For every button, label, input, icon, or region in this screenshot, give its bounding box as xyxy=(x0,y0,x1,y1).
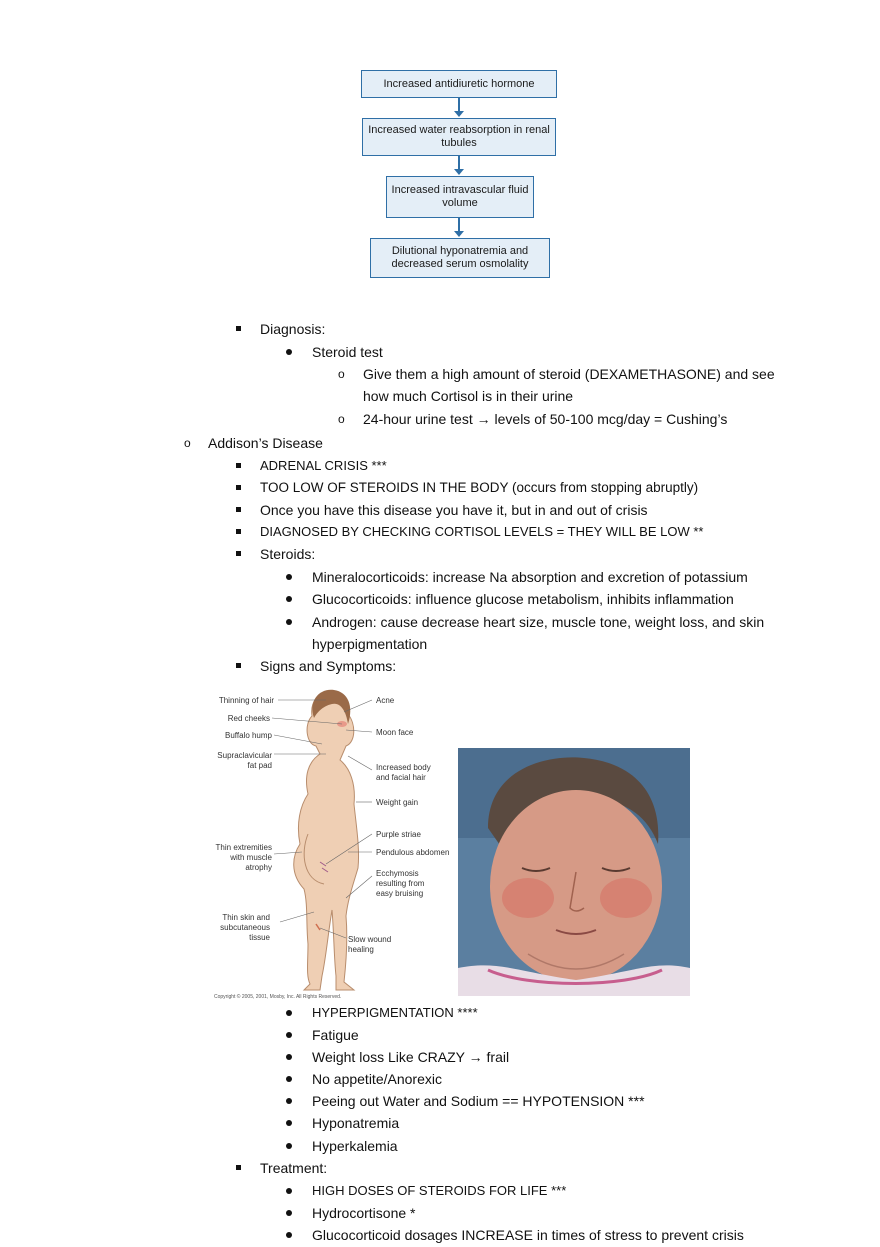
diagnosis-sub-item-1 xyxy=(0,365,880,385)
square-bullet-icon xyxy=(236,485,241,490)
label-red-cheeks: Red cheeks xyxy=(227,714,270,723)
addison-item xyxy=(0,523,880,543)
label-tissue: tissue xyxy=(249,933,270,942)
steroids-heading: Steroids: xyxy=(260,546,316,562)
treatment-sub-item xyxy=(0,1204,880,1224)
dot-bullet-icon xyxy=(286,1120,292,1126)
diagnosis-sub-2: 24-hour urine test → levels of 50-100 mcg/day = Cushing’s xyxy=(363,411,728,427)
cheek-right xyxy=(600,878,652,918)
label-supraclavicular: Supraclavicular xyxy=(217,751,272,760)
square-bullet-icon xyxy=(236,1165,241,1170)
symptom-text: Fatigue xyxy=(312,1027,359,1043)
dot-bullet-icon xyxy=(286,349,292,355)
too-low-text: TOO LOW OF STEROIDS IN THE BODY (occurs from stopping abruptly) xyxy=(260,480,699,495)
figure-copyright: Copyright © 2005, 2001, Mosby, Inc. All Rights Reserved. xyxy=(214,994,342,1000)
once-text: Once you have this disease you have it, but in and out of crisis xyxy=(260,502,648,518)
flow-arrow-3 xyxy=(458,218,460,232)
flow-arrow-1 xyxy=(458,98,460,112)
steroid-item xyxy=(0,590,880,610)
dot-bullet-icon xyxy=(286,1098,292,1104)
symptom-text: Peeing out Water and Sodium == HYPOTENSION *** xyxy=(312,1093,645,1109)
square-bullet-icon xyxy=(236,551,241,556)
symptom-item xyxy=(0,1092,880,1112)
dot-bullet-icon xyxy=(286,1232,292,1238)
label-resulting-from: resulting from xyxy=(376,879,425,888)
label-increased-body: Increased body xyxy=(376,763,431,772)
adrenal-crisis-text: ADRENAL CRISIS *** xyxy=(260,458,387,473)
label-easy-bruising: easy bruising xyxy=(376,889,424,898)
flow-step-1: Increased antidiuretic hormone xyxy=(361,70,557,98)
treatment-text: HIGH DOSES OF STEROIDS FOR LIFE *** xyxy=(312,1183,567,1198)
dot-bullet-icon xyxy=(286,1032,292,1038)
label-thin-skin: Thin skin and xyxy=(222,913,270,922)
treatment-text: Hydrocortisone * xyxy=(312,1205,416,1221)
dot-bullet-icon xyxy=(286,574,292,580)
steroid-item xyxy=(0,568,880,588)
addison-heading-item xyxy=(0,434,880,454)
symptom-item xyxy=(0,1026,880,1046)
circle-bullet-icon: o xyxy=(184,436,191,450)
symptom-item xyxy=(0,1137,880,1157)
treatment-sub-item xyxy=(0,1226,880,1246)
circle-bullet-icon: o xyxy=(338,412,345,426)
dot-bullet-icon xyxy=(286,1010,292,1016)
addison-item xyxy=(0,501,880,521)
cheek-left xyxy=(502,878,554,918)
label-thinning-of-hair: Thinning of hair xyxy=(218,696,274,705)
label-thin-extremities: Thin extremities xyxy=(215,843,272,852)
dot-bullet-icon xyxy=(286,619,292,625)
gluco-text: Glucocorticoids: influence glucose metabolism, inhibits inflammation xyxy=(312,591,734,607)
steroid-test-item xyxy=(0,343,880,363)
diagnosis-sub-item-1-cont xyxy=(0,387,880,407)
dot-bullet-icon xyxy=(286,596,292,602)
treatment-sub-item xyxy=(0,1182,880,1202)
symptom-item xyxy=(0,1048,880,1068)
label-subcutaneous: subcutaneous xyxy=(220,923,270,932)
label-acne: Acne xyxy=(376,696,395,705)
square-bullet-icon xyxy=(236,463,241,468)
diagnosis-sub-item-2 xyxy=(0,410,880,430)
diagnosis-sub-1-line1: Give them a high amount of steroid (DEXAMETHASONE) and see xyxy=(363,366,775,382)
addison-item xyxy=(0,657,880,677)
flowchart xyxy=(358,68,560,280)
mineralo-text: Mineralocorticoids: increase Na absorption and excretion of potassium xyxy=(312,569,748,585)
label-fat-pad: fat pad xyxy=(247,761,272,770)
addison-item xyxy=(0,479,880,499)
label-slow-wound: Slow wound xyxy=(348,935,392,944)
diagnosis-heading: Diagnosis: xyxy=(260,321,326,337)
patient-photo xyxy=(458,748,690,996)
label-with-muscle: with muscle xyxy=(230,853,272,862)
addison-item xyxy=(0,545,880,565)
symptom-item xyxy=(0,1070,880,1090)
dot-bullet-icon xyxy=(286,1076,292,1082)
symptom-text: HYPERPIGMENTATION **** xyxy=(312,1005,478,1020)
symptom-text: Hyponatremia xyxy=(312,1115,400,1131)
circle-bullet-icon: o xyxy=(338,367,345,381)
body-illustration xyxy=(208,684,458,1002)
square-bullet-icon xyxy=(236,529,241,534)
square-bullet-icon xyxy=(236,663,241,668)
label-atrophy: atrophy xyxy=(245,863,272,872)
androgen-line2: hyperpigmentation xyxy=(312,636,428,652)
square-bullet-icon xyxy=(236,507,241,512)
label-weight-gain: Weight gain xyxy=(376,798,419,807)
signs-heading: Signs and Symptoms: xyxy=(260,658,397,674)
treatment-heading: Treatment: xyxy=(260,1160,328,1176)
label-facial-hair: and facial hair xyxy=(376,773,426,782)
symptom-text: Hyperkalemia xyxy=(312,1138,398,1154)
symptom-text: No appetite/Anorexic xyxy=(312,1071,442,1087)
steroid-item-cont xyxy=(0,635,880,655)
flow-step-4: Dilutional hyponatremia and decreased serum osmolality xyxy=(370,238,550,278)
dot-bullet-icon xyxy=(286,1210,292,1216)
steroid-item xyxy=(0,613,880,633)
label-healing: healing xyxy=(348,945,374,954)
label-moon-face: Moon face xyxy=(376,728,414,737)
symptom-text: Weight loss Like CRAZY → frail xyxy=(312,1049,510,1065)
flow-step-2: Increased water reabsorption in renal tubules xyxy=(362,118,556,156)
flow-arrow-2 xyxy=(458,156,460,170)
diagnosis-sub-1-line2: how much Cortisol is in their urine xyxy=(363,388,574,404)
label-ecchymosis: Ecchymosis xyxy=(376,869,419,878)
treatment-text: Glucocorticoid dosages INCREASE in times of stress to prevent crisis xyxy=(312,1227,744,1243)
dot-bullet-icon xyxy=(286,1054,292,1060)
dot-bullet-icon xyxy=(286,1143,292,1149)
addison-item xyxy=(0,457,880,477)
flow-step-3: Increased intravascular fluid volume xyxy=(386,176,534,218)
symptom-item xyxy=(0,1004,880,1024)
androgen-line1: Androgen: cause decrease heart size, muscle tone, weight loss, and skin xyxy=(312,614,765,630)
label-buffalo-hump: Buffalo hump xyxy=(225,731,272,740)
steroid-test-text: Steroid test xyxy=(312,344,383,360)
symptom-item xyxy=(0,1114,880,1134)
label-pendulous-abdomen: Pendulous abdomen xyxy=(376,848,450,857)
treatment-item xyxy=(0,1159,880,1179)
diagnosis-item xyxy=(0,320,880,340)
diagnosed-text: DIAGNOSED BY CHECKING CORTISOL LEVELS = THEY WILL BE LOW ** xyxy=(260,524,704,539)
addison-heading: Addison’s Disease xyxy=(208,435,323,451)
dot-bullet-icon xyxy=(286,1188,292,1194)
square-bullet-icon xyxy=(236,326,241,331)
label-purple-striae: Purple striae xyxy=(376,830,421,839)
